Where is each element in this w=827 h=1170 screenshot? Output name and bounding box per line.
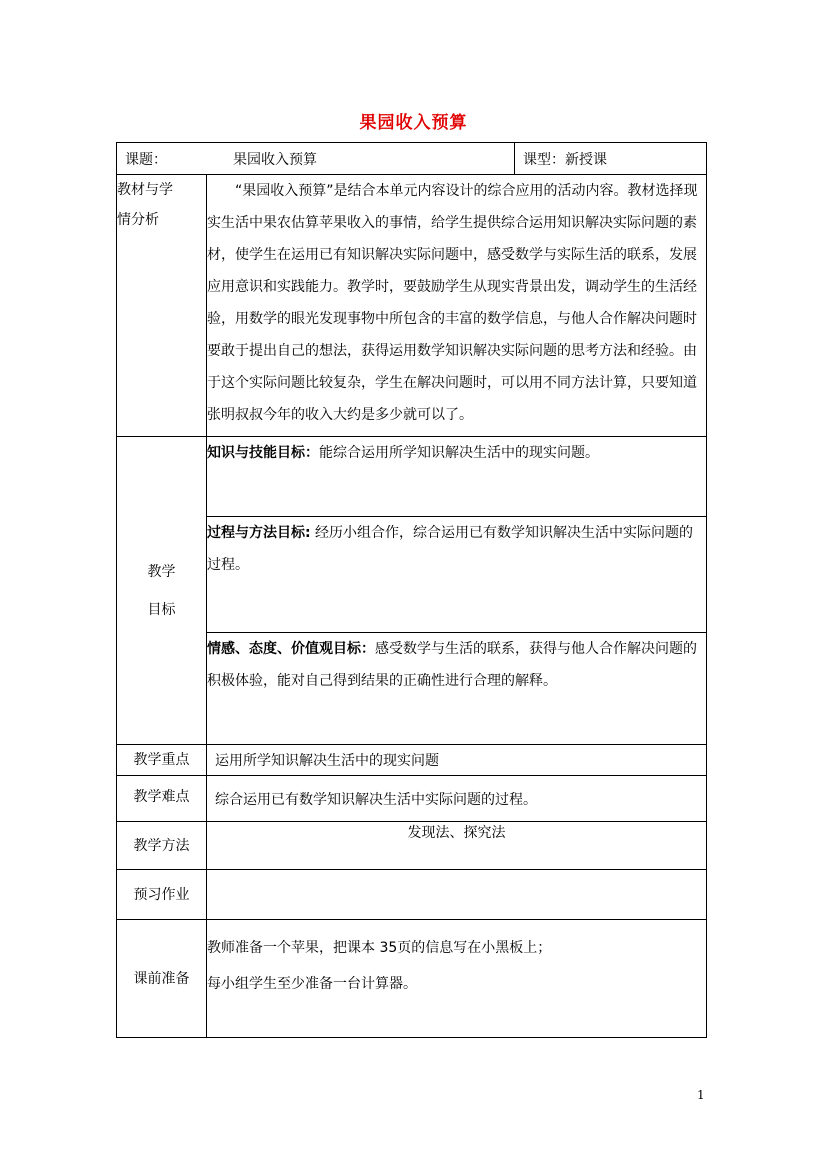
goal-process-text: 经历小组合作，综合运用已有数学知识解决生活中实际问题的过程。 <box>207 525 694 573</box>
header-row <box>117 143 707 175</box>
lesson-label: 课题： <box>125 151 167 168</box>
goal-process <box>207 517 707 633</box>
prep-row <box>117 920 707 1038</box>
key-point-label: 教学重点 <box>117 745 207 776</box>
goal-knowledge-row <box>117 437 707 517</box>
difficulty-row <box>117 776 707 822</box>
prep-label: 课前准备 <box>117 920 207 1038</box>
lesson-value: 果园收入预算 <box>233 151 317 168</box>
type-label: 课型： <box>523 151 565 168</box>
lesson-plan-table <box>116 142 707 1038</box>
analysis-row <box>117 175 707 437</box>
difficulty-label: 教学难点 <box>117 776 207 822</box>
difficulty-text: 综合运用已有数学知识解决生活中实际问题的过程。 <box>207 776 707 822</box>
homework-row <box>117 870 707 920</box>
prep-line-2: 每小组学生至少准备一台计算器。 <box>207 976 417 992</box>
lesson-title-cell <box>117 143 515 175</box>
goals-label: 教学 目标 <box>117 437 207 745</box>
goal-emotion-title: 情感、态度、价值观目标： <box>207 641 375 657</box>
page-number: 1 <box>697 1088 705 1102</box>
analysis-label: 教材与学 情分析 <box>117 175 207 437</box>
homework-text <box>207 870 707 920</box>
goal-emotion <box>207 633 707 745</box>
type-value: 新授课 <box>565 151 607 168</box>
prep-content <box>207 920 707 1038</box>
goal-knowledge <box>207 437 707 517</box>
key-point-text: 运用所学知识解决生活中的现实问题 <box>207 745 707 776</box>
method-row <box>117 822 707 870</box>
analysis-text: “果园收入预算”是结合本单元内容设计的综合应用的活动内容。教材选择现实生活中果农估算苹果收入的事情，给学生提供综合运用知识解决实际问题的素材，使学生在运用已有知识解决实际问题中，感受数学与实际生活的联系，发展应用意识和实践能力。教学时，要鼓励学生从现实背景出发，调动学生的生活经验，用数学的眼光发现事物中所包含的丰富的数学信息，与他人合作解决问题时要敢于提出自己的想法，获得运用数学知识解决实际问题的思考方法和经验。由于这个实际问题比较复杂，学生在解决问题时，可以用不同方法计算，只要知道张明叔叔今年的收入大约是多少就可以了。 <box>207 175 707 437</box>
goal-process-title: 过程与方法目标: <box>207 525 311 541</box>
goal-emotion-text: 感受数学与生活的联系，获得与他人合作解决问题的积极体验，能对自己得到结果的正确性进行合理的解释。 <box>207 641 697 689</box>
document-title: 果园收入预算 <box>359 113 468 133</box>
goal-knowledge-title: 知识与技能目标： <box>207 445 319 461</box>
homework-label: 预习作业 <box>117 870 207 920</box>
key-point-row <box>117 745 707 776</box>
lesson-type-cell <box>515 143 707 175</box>
method-text: 发现法、探究法 <box>207 822 707 870</box>
goal-knowledge-text: 能综合运用所学知识解决生活中的现实问题。 <box>319 445 599 461</box>
prep-line-1: 教师准备一个苹果，把课本 35页的信息写在小黑板上； <box>207 940 552 956</box>
method-label: 教学方法 <box>117 822 207 870</box>
